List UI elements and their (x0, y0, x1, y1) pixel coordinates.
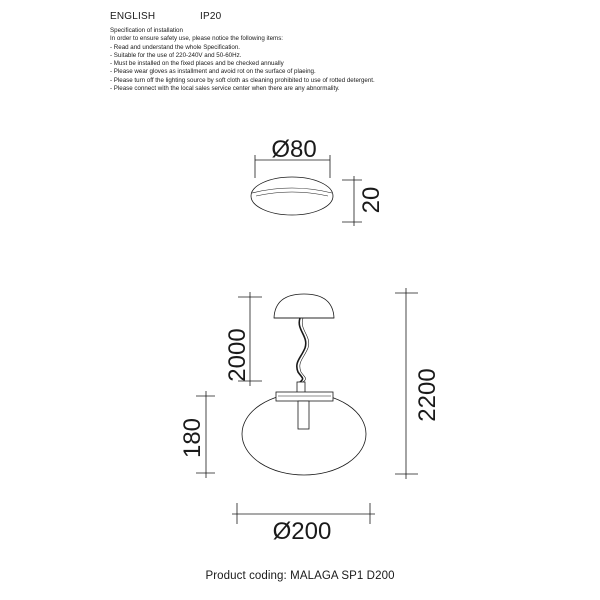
product-coding: Product coding: MALAGA SP1 D200 (205, 570, 395, 582)
spec-line: - Please wear gloves as installment and avoid rot on the surface of plaeing. (110, 68, 316, 76)
spec-line: - Must be installed on the fixed places and be checked annually (110, 60, 284, 68)
canopy-shape (251, 177, 333, 215)
canopy-diameter-label: Ø80 (271, 136, 317, 163)
shade-diameter-label: Ø200 (272, 518, 332, 545)
cable-length-label: 2000 (224, 328, 251, 382)
ceiling-canopy (274, 294, 334, 318)
spec-line: - Please turn off the lighting source by soft cloth as cleaning prohibited to use of rotted detergent. (110, 76, 375, 84)
canopy-height-label: 20 (358, 186, 385, 214)
shade-collar (276, 392, 333, 401)
shade-height-label: 180 (179, 417, 206, 459)
language-label: ENGLISH (110, 11, 156, 22)
total-height-label: 2200 (414, 368, 441, 422)
canopy-detail (251, 136, 385, 226)
spec-line: - Read and understand the whole Specification. (110, 43, 241, 51)
spec-line: - Suitable for the use of 220-240V and 50-60Hz. (110, 51, 242, 59)
ip-rating-label: IP20 (200, 11, 222, 22)
lamp-holder (298, 401, 309, 429)
spec-line: - Please connect with the local sales service center when there are any abnormality. (110, 85, 340, 93)
spec-title: Specification of installation (110, 27, 183, 34)
pendant-lamp-detail (179, 288, 441, 545)
spec-line: In order to ensure safety use, please notice the following items: (110, 35, 284, 43)
